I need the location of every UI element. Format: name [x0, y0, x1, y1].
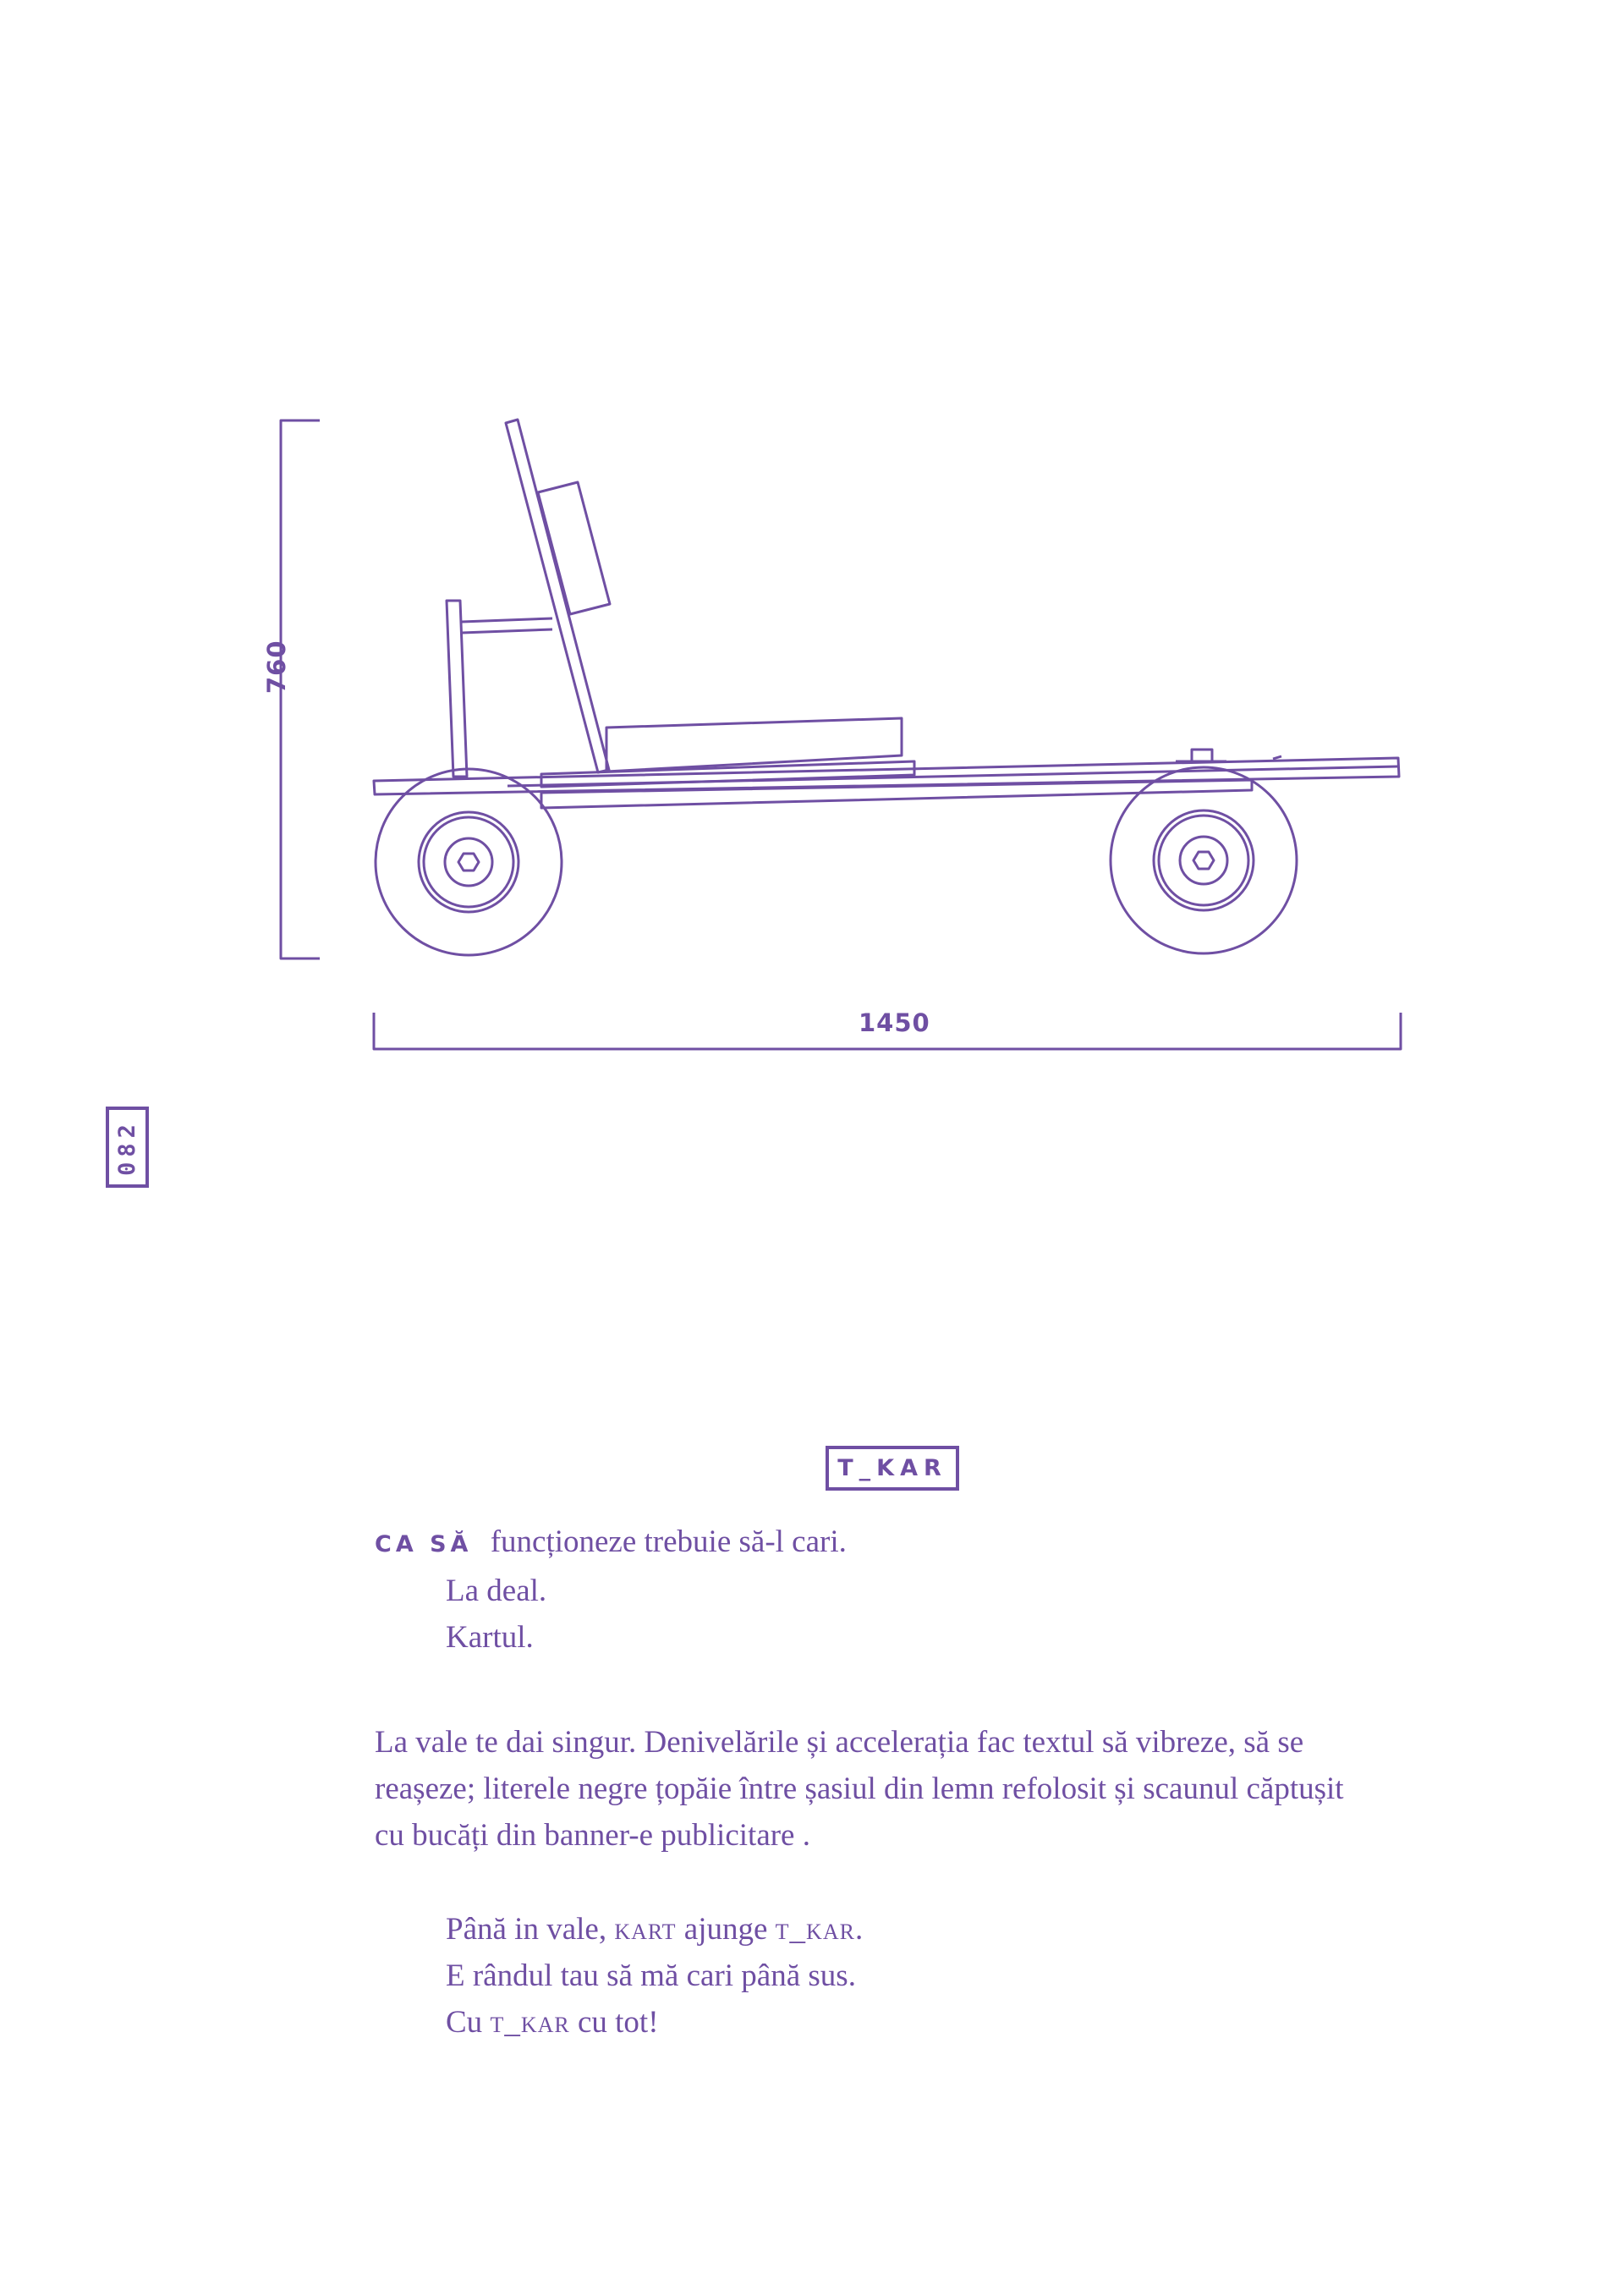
intro-line-3: Kartul. — [446, 1620, 534, 1655]
body-paragraph — [375, 1719, 1424, 1859]
paragraph-line-3: cu bucăți din banner-e publicitare . — [375, 1818, 810, 1853]
intro-verse — [375, 1519, 1424, 1661]
rear-hex-nut-icon — [1193, 852, 1214, 869]
front-hex-nut-icon — [458, 854, 479, 871]
intro-line-1-text: funcționeze trebuie să-l cari. — [490, 1524, 847, 1559]
intro-line-1 — [375, 1519, 1424, 1568]
chassis-bracket — [1192, 750, 1212, 761]
backrest-pole — [506, 420, 609, 772]
steering-upright — [447, 601, 467, 777]
ending-text: cu tot! — [577, 2005, 659, 2040]
tkar-word: t_kar — [775, 1912, 855, 1947]
lead-caps: CA SĂ — [375, 1531, 473, 1557]
ending-line-2: E rândul tau să mă cari până sus. — [446, 1958, 856, 1993]
paragraph-line-2: reașeze; literele negre țopăie între șasiul din lemn refolosit și scaunul căptușit — [375, 1771, 1344, 1806]
tkar-word: t_kar — [490, 2005, 570, 2040]
width-dimension-label: 1450 — [859, 1008, 930, 1037]
title-badge: T_KAR — [826, 1446, 959, 1491]
backrest-pad — [538, 482, 610, 614]
kart-word: kart — [614, 1912, 677, 1947]
intro-line-2: La deal. — [446, 1574, 547, 1608]
kart-side-view-drawing — [0, 0, 1624, 1100]
paragraph-line-1: La vale te dai singur. Denivelările și accelerația fac textul să vibreze, să se — [375, 1725, 1304, 1760]
ending-line-3 — [375, 1999, 1424, 2046]
height-dimension-label: 760 — [262, 640, 291, 694]
ending-line-1 — [375, 1906, 1424, 1953]
ending-period: . — [854, 1912, 864, 1947]
front-wheel-icon — [376, 769, 562, 955]
page-number-box — [106, 1107, 149, 1188]
rear-wheel-icon — [1111, 767, 1297, 953]
ending-verse — [375, 1906, 1424, 2046]
ending-text: Până in vale, — [446, 1912, 607, 1947]
ending-text: ajunge — [683, 1912, 768, 1947]
ending-text: Cu — [446, 2005, 483, 2040]
page-number: 082 — [114, 1118, 140, 1176]
